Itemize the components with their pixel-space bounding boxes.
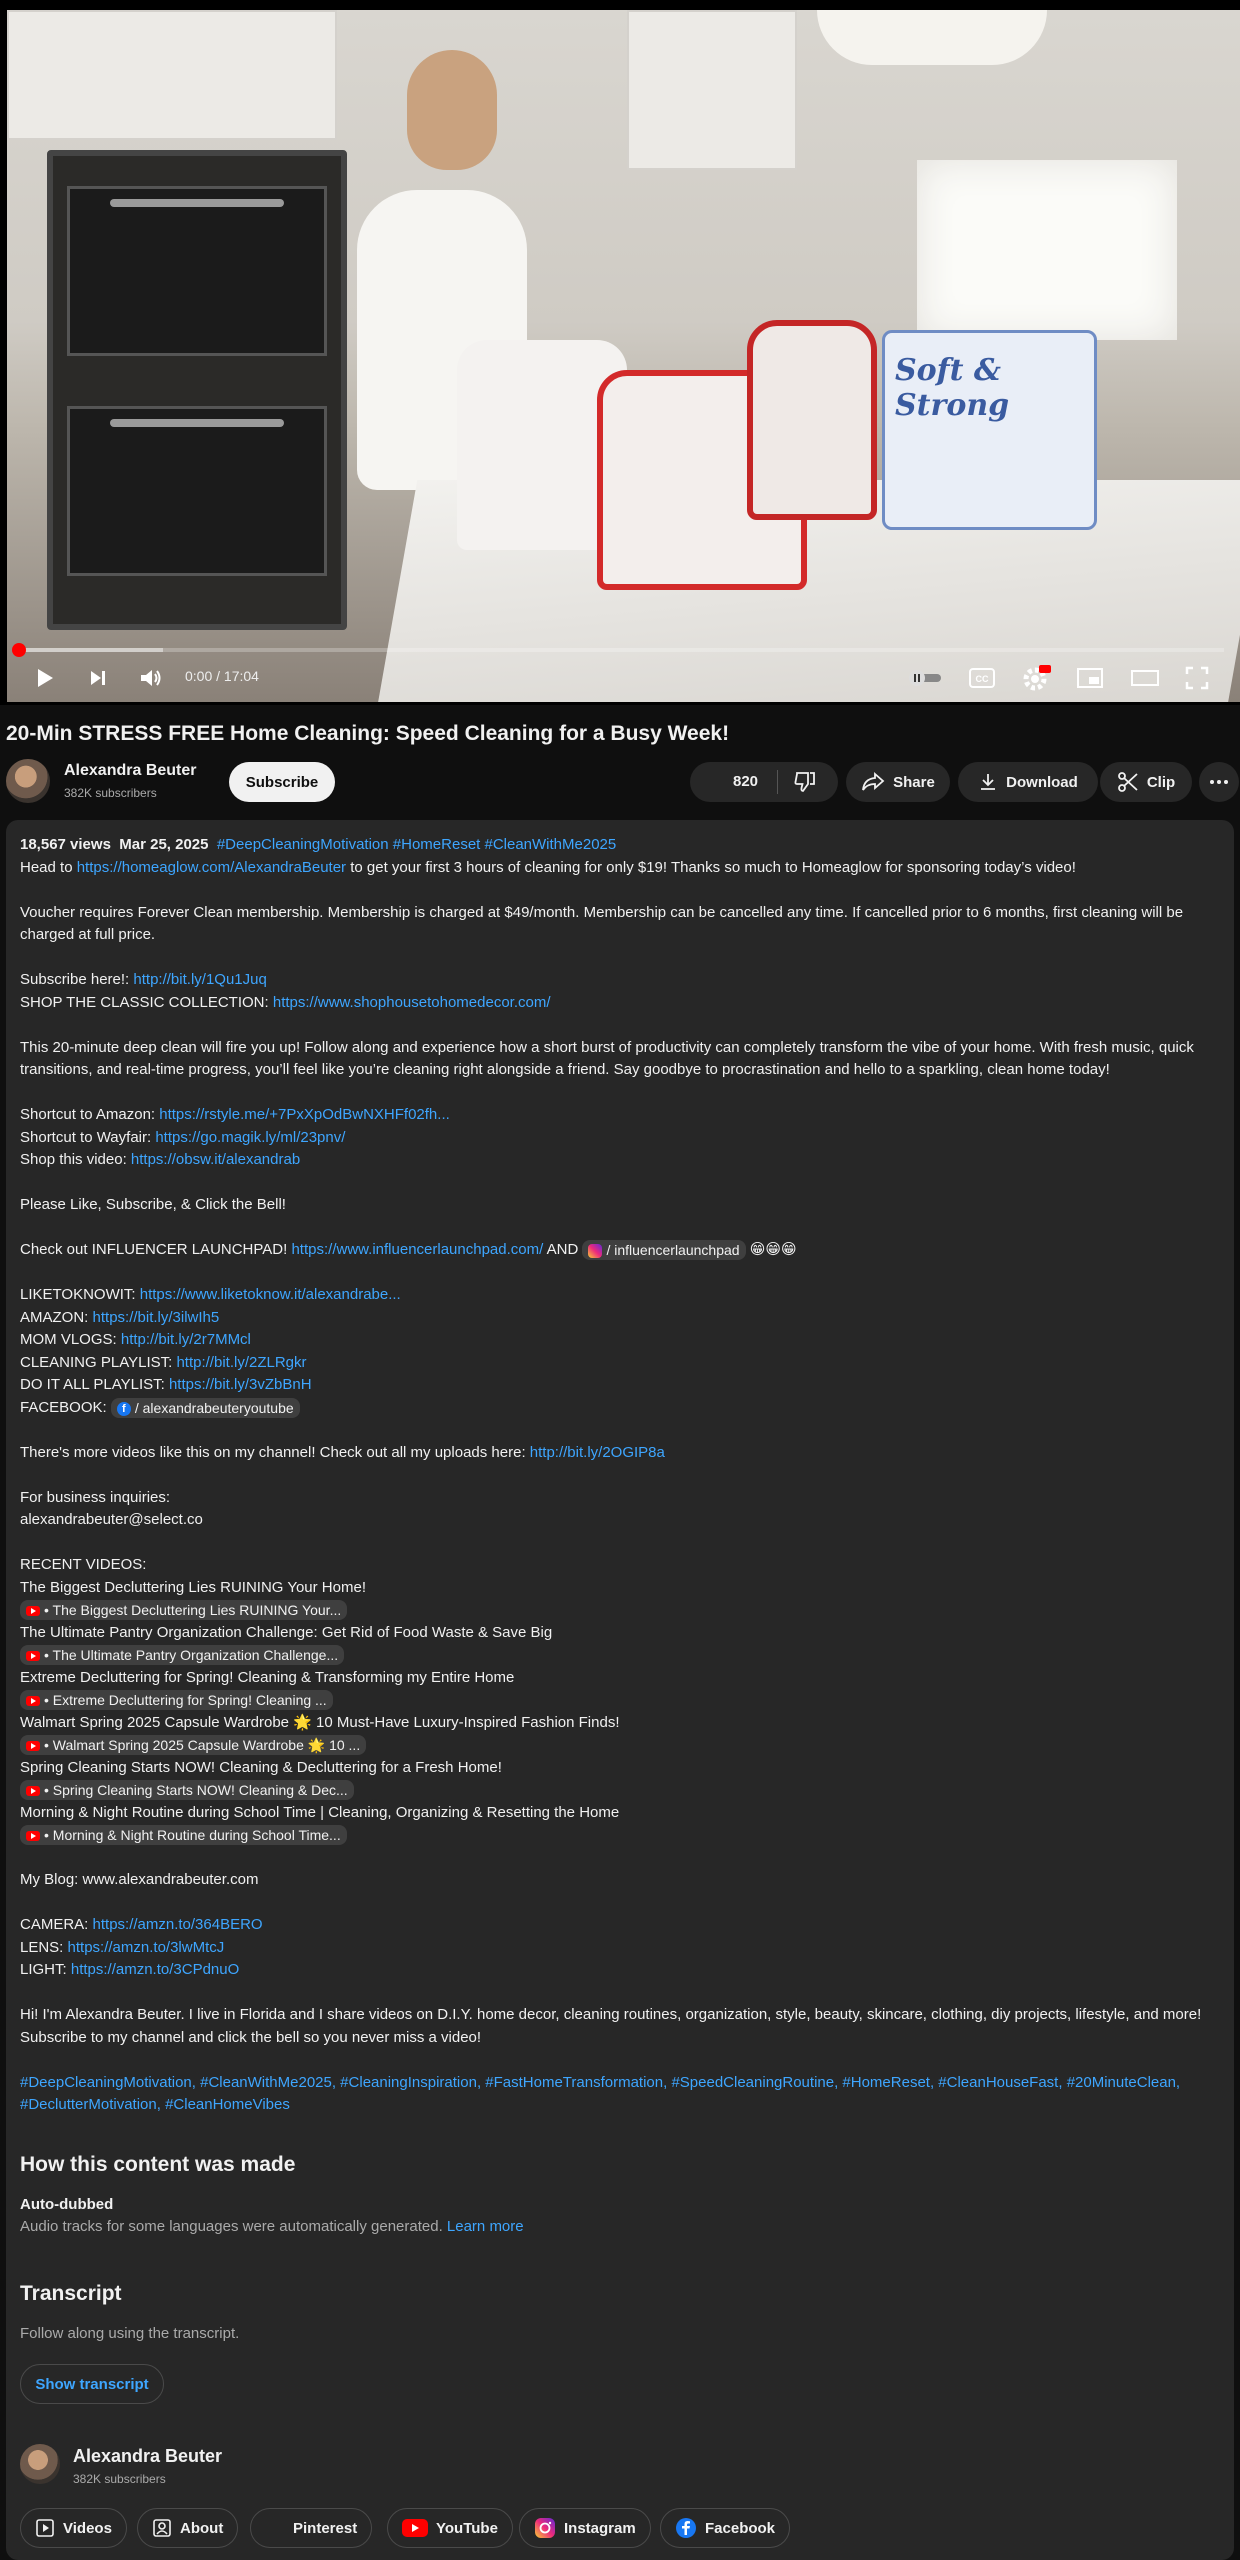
recent-video-chip-label: • Walmart Spring 2025 Capsule Wardrobe 🌟 10 ...	[44, 1737, 361, 1754]
about-link[interactable]	[137, 2508, 238, 2548]
youtube-icon	[26, 1741, 40, 1751]
autoplay-toggle[interactable]	[905, 664, 945, 692]
video-player[interactable]	[0, 0, 1240, 705]
voucher-text: Voucher requires Forever Clean membership. Membership is charged at $49/month. Membership can be cancelled any time. If cancelled prior to 6 months, first cleaning will be charged at full price.	[20, 903, 1184, 943]
youtube-icon	[26, 1831, 40, 1841]
blog-text: My Blog: www.alexandrabeuter.com	[20, 1871, 259, 1888]
recent-video-title: The Biggest Decluttering Lies RUINING Your Home!	[20, 1578, 366, 1596]
light-link[interactable]: https://amzn.to/3CPdnuO	[70, 1961, 240, 1978]
camera-link[interactable]: https://amzn.to/364BERO	[92, 1916, 263, 1933]
facebook-icon	[675, 2517, 697, 2539]
desc-label: FACEBOOK:	[20, 1398, 111, 1416]
upper-cabinet	[7, 10, 337, 140]
desc-label: Check out INFLUENCER LAUNCHPAD!	[20, 1241, 292, 1258]
bell-text: Please Like, Subscribe, & Click the Bell!	[20, 1196, 286, 1213]
upload-date: Mar 25, 2025	[119, 836, 209, 853]
gear-icon	[1023, 665, 1051, 691]
recent-video-row	[20, 1689, 1230, 1712]
miniplayer-icon	[1077, 668, 1103, 688]
youtube-icon	[402, 2519, 428, 2537]
uploads-link[interactable]: http://bit.ly/2OGIP8a	[529, 1443, 665, 1461]
share-label: Share	[893, 773, 935, 791]
emoji-text: 😁😁😁	[749, 1241, 797, 1258]
desc-label: Shortcut to Amazon:	[20, 1106, 160, 1123]
recent-video-chip[interactable]	[20, 1825, 347, 1845]
recent-video-chip-label: • Spring Cleaning Starts NOW! Cleaning & Dec...	[44, 1782, 348, 1799]
recent-videos-label: RECENT VIDEOS:	[20, 1556, 147, 1573]
about-label: About	[180, 2519, 224, 2537]
svg-text:CC: CC	[975, 674, 989, 684]
footer-channel-avatar[interactable]	[20, 2444, 60, 2484]
transcript-heading: Transcript	[20, 2282, 122, 2305]
recent-video-row	[20, 1644, 1230, 1667]
instagram-icon	[588, 1244, 602, 1258]
subscribe-link[interactable]: http://bit.ly/1Qu1Juq	[133, 971, 267, 988]
like-divider	[777, 770, 778, 794]
buffer-bar	[18, 648, 163, 652]
desc-label: Shop this video:	[20, 1151, 131, 1168]
desc-label: Shortcut to Wayfair:	[20, 1128, 156, 1146]
business-email: alexandrabeuter@select.co	[20, 1511, 203, 1528]
desc-label: LENS:	[20, 1938, 68, 1956]
recent-video-row	[20, 1824, 1230, 1847]
recent-video-chip-label: • The Ultimate Pantry Organization Challenge...	[44, 1647, 339, 1664]
youtube-icon	[26, 1786, 40, 1796]
desc-label: DO IT ALL PLAYLIST:	[20, 1376, 169, 1393]
sponsor-link[interactable]: https://homeaglow.com/AlexandraBeuter	[76, 858, 347, 876]
play-icon	[35, 667, 55, 689]
scissors-icon	[1117, 771, 1139, 793]
auto-dubbed-label: Auto-dubbed	[20, 2196, 114, 2213]
clip-button[interactable]	[1100, 762, 1192, 802]
recent-video-title: Extreme Decluttering for Spring! Cleaning & Transforming my Entire Home	[20, 1668, 515, 1686]
desc-label: CAMERA:	[20, 1916, 93, 1933]
scrubber-handle[interactable]	[12, 643, 26, 657]
pendant-lamp	[817, 10, 1047, 65]
recent-video-title: Walmart Spring 2025 Capsule Wardrobe 🌟 10 Must-Have Luxury-Inspired Fashion Finds!	[20, 1713, 620, 1731]
recent-video-row	[20, 1779, 1230, 1802]
package-text: Soft & Strong	[895, 353, 1010, 423]
download-label: Download	[1006, 773, 1078, 791]
desc-label: Subscribe here!:	[20, 971, 134, 988]
videos-label: Videos	[63, 2519, 112, 2537]
recent-video-chip[interactable]	[20, 1690, 333, 1710]
video-icon	[35, 2518, 55, 2538]
cleaning-playlist-link[interactable]: http://bit.ly/2ZLRgkr	[176, 1353, 307, 1371]
youtube-icon	[26, 1606, 40, 1616]
view-count: 18,567 views	[20, 836, 111, 853]
youtube-label: YouTube	[436, 2519, 498, 2537]
view-stats	[20, 834, 1230, 857]
amazon-shortcut-link[interactable]: https://rstyle.me/+7PxXpOdBwNXHFf02fh...	[159, 1106, 450, 1123]
recent-video-chip-label: • The Biggest Decluttering Lies RUINING Your...	[44, 1602, 342, 1619]
fullscreen-button[interactable]	[1180, 664, 1214, 692]
subscribe-button[interactable]: Subscribe	[229, 762, 335, 802]
recent-video-chip-label: • Morning & Night Routine during School Time...	[44, 1827, 341, 1844]
footer-channel-name[interactable]: Alexandra Beuter	[73, 2446, 223, 2466]
play-button[interactable]	[30, 664, 60, 692]
recent-video-chip[interactable]	[20, 1735, 366, 1755]
next-button[interactable]	[84, 664, 112, 692]
footer-subscriber-count: 382K subscribers	[73, 2472, 166, 2486]
instagram-chip[interactable]	[582, 1240, 745, 1260]
recent-video-chip[interactable]	[20, 1645, 344, 1665]
kitchen-window	[917, 160, 1177, 340]
video-title: 20-Min STRESS FREE Home Cleaning: Speed Cleaning for a Busy Week!	[6, 722, 730, 745]
recent-video-row	[20, 1734, 1230, 1757]
theater-icon	[1131, 669, 1159, 687]
instagram-icon	[534, 2517, 556, 2539]
description-text	[20, 834, 1230, 2117]
autoplay-toggle-icon	[907, 669, 943, 687]
liketoknowit-link[interactable]: https://www.liketoknow.it/alexandrabe...	[139, 1286, 401, 1303]
thumbs-down-icon	[793, 771, 817, 793]
recent-video-row	[20, 1599, 1230, 1622]
transcript-text: Follow along using the transcript.	[20, 2325, 240, 2342]
hashtag-links[interactable]: #DeepCleaningMotivation #HomeReset #CleanWithMe2025	[216, 836, 617, 853]
chip-label: / alexandrabeuteryoutube	[134, 1399, 294, 1416]
pinterest-label: Pinterest	[293, 2519, 358, 2537]
lens-link[interactable]: https://amzn.to/3lwMtcJ	[67, 1938, 225, 1956]
wayfair-link[interactable]: https://go.magik.ly/ml/23pnv/	[155, 1128, 346, 1146]
recent-videos-list	[20, 1577, 1230, 1847]
volume-icon	[139, 667, 163, 689]
chip-label: / influencerlaunchpad	[606, 1242, 740, 1259]
pinterest-icon	[265, 2518, 285, 2538]
desc-label: CLEANING PLAYLIST:	[20, 1353, 177, 1371]
channel-avatar[interactable]	[6, 759, 50, 803]
download-button[interactable]	[958, 762, 1098, 802]
youtube-icon	[26, 1651, 40, 1661]
dislike-button[interactable]	[793, 771, 817, 798]
download-icon	[978, 772, 998, 792]
desc-label: SHOP THE CLASSIC COLLECTION:	[20, 993, 273, 1011]
facebook-chip[interactable]	[111, 1398, 300, 1418]
instagram-link[interactable]	[519, 2508, 651, 2548]
share-icon	[861, 772, 885, 792]
like-button[interactable]: 820	[733, 773, 759, 790]
description-paragraph: This 20-minute deep clean will fire you up! Follow along and experience how a short burst of productivity can completely transform the vibe of your home. With fresh music, quick transitions, and real-time progress, you’ll feel like you’re cleaning right alongside a friend. Say goodbye to procrastination and hello to a sparkling, clean home today!	[20, 1038, 1194, 1078]
desc-text: to get your first 3 hours of cleaning for only $19! Thanks so much to Homeaglow for sponsoring today’s video!	[346, 858, 1076, 876]
target-bag	[747, 320, 877, 520]
desc-label: MOM VLOGS:	[20, 1331, 121, 1348]
business-label: For business inquiries:	[20, 1488, 171, 1506]
do-it-all-playlist-link[interactable]: https://bit.ly/3vZbBnH	[168, 1376, 312, 1393]
facebook-icon: f	[117, 1402, 131, 1416]
bio-text: Hi! I'm Alexandra Beuter. I live in Florida and I share videos on D.I.Y. home decor, cleaning routines, organization, style, beauty, skincare, clothing, diy projects, lifestyle, and more! Subscribe to my channel and click the bell so you never miss a video!	[20, 2006, 1202, 2046]
captions-button[interactable]	[966, 664, 998, 692]
desc-label: LIGHT:	[20, 1961, 71, 1978]
recent-video-chip-label: • Extreme Decluttering for Spring! Cleaning ...	[44, 1692, 327, 1709]
share-button[interactable]	[846, 762, 950, 802]
fullscreen-icon	[1185, 666, 1209, 690]
mom-vlogs-link[interactable]: http://bit.ly/2r7MMcl	[120, 1331, 251, 1348]
recent-video-chip[interactable]	[20, 1780, 354, 1800]
settings-button[interactable]	[1020, 664, 1054, 692]
progress-bar[interactable]	[18, 648, 1224, 652]
next-icon	[88, 668, 108, 688]
facebook-link[interactable]	[660, 2508, 790, 2548]
desc-text: Head to	[20, 858, 77, 876]
captions-icon	[969, 668, 995, 688]
desc-label: There's more videos like this on my channel! Check out all my uploads here:	[20, 1443, 530, 1461]
videos-link[interactable]	[20, 2508, 127, 2548]
wall-oven	[47, 150, 347, 630]
desc-label: LIKETOKNOWIT:	[20, 1286, 140, 1303]
more-actions-button[interactable]	[1199, 762, 1239, 802]
paper-towel-pack	[882, 330, 1097, 530]
video-frame[interactable]	[7, 10, 1240, 702]
more-horizontal-icon	[1209, 779, 1229, 785]
auto-dubbed-text	[20, 2218, 524, 2235]
show-transcript-button[interactable]: Show transcript	[20, 2364, 164, 2404]
influencer-launchpad-link[interactable]: https://www.influencerlaunchpad.com/	[291, 1241, 544, 1258]
volume-button[interactable]	[136, 664, 166, 692]
shop-link[interactable]: https://www.shophousetohomedecor.com/	[272, 993, 551, 1011]
shop-video-link[interactable]: https://obsw.it/alexandrab	[130, 1151, 301, 1168]
content-made-heading: How this content was made	[20, 2153, 296, 2176]
theater-mode-button[interactable]	[1128, 664, 1162, 692]
channel-name[interactable]: Alexandra Beuter	[64, 762, 197, 779]
person	[407, 50, 497, 170]
hashtag-links-bottom[interactable]: #DeepCleaningMotivation, #CleanWithMe2025, #CleaningInspiration, #FastHomeTransformation, #SpeedCleaningRoutine, #HomeReset, #CleanHouseFast, #20MinuteClean, #DeclutterMotivation, #CleanHomeVibes	[20, 2073, 1181, 2113]
recent-video-title: Morning & Night Routine during School Time | Cleaning, Organizing & Resetting the Home	[20, 1803, 620, 1821]
upper-cabinet	[627, 10, 797, 170]
youtube-link[interactable]	[387, 2508, 513, 2548]
learn-more-link[interactable]: Learn more	[446, 2218, 524, 2235]
recent-video-title: Spring Cleaning Starts NOW! Cleaning & Decluttering for a Fresh Home!	[20, 1758, 502, 1776]
amazon-link[interactable]: https://bit.ly/3ilwIh5	[92, 1308, 220, 1326]
youtube-icon	[26, 1696, 40, 1706]
pinterest-link[interactable]	[250, 2508, 372, 2548]
profile-card-icon	[152, 2518, 172, 2538]
instagram-label: Instagram	[564, 2519, 636, 2537]
description-box[interactable]	[6, 820, 1234, 2560]
desc-text: AND	[543, 1241, 583, 1258]
miniplayer-button[interactable]	[1074, 664, 1106, 692]
recent-video-title: The Ultimate Pantry Organization Challenge: Get Rid of Food Waste & Save Big	[20, 1623, 553, 1641]
auto-dubbed-desc: Audio tracks for some languages were automatically generated.	[20, 2218, 447, 2235]
time-display: 0:00 / 17:04	[185, 668, 259, 684]
recent-video-chip[interactable]	[20, 1600, 347, 1620]
clip-label: Clip	[1146, 773, 1176, 791]
desc-label: AMAZON:	[20, 1308, 93, 1326]
subscriber-count: 382K subscribers	[64, 786, 157, 800]
facebook-label: Facebook	[705, 2519, 776, 2537]
